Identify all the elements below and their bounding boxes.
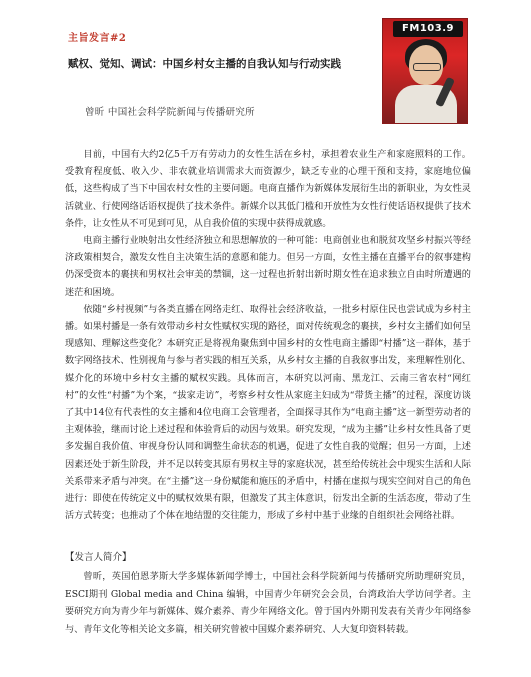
page-title: 赋权、觉知、调试：中国乡村女主播的自我认知与行动实践 xyxy=(68,58,341,70)
speaker-intro-text: 曾昕，英国伯恩茅斯大学多媒体新闻学博士，中国社会科学院新闻与传播研究所助理研究员，ESCI期刊 Global media and China 编辑，中国青少年研究会会员，台湾政治大学访问学者。主要研究方向为青少年与新媒体、媒介素养、青少年网络文化。曾于国内外期刊发表有关青少年网络参与、青年文化等相关论文多篇，相关研究曾被中国媒介素养研究、人大复印资料转载。 xyxy=(65,571,471,635)
speaker-intro xyxy=(65,568,471,638)
section-tag: 主旨发言#2 xyxy=(68,33,127,44)
station-logo: FM103.9 xyxy=(393,21,463,37)
article-body xyxy=(65,146,471,524)
photo-glasses xyxy=(413,63,441,71)
body-paragraph: 依随“乡村视频”与各类直播在网络走红、取得社会经济收益，一批乡村原住民也尝试成为乡村主播。如果村播是一条有效带动乡村女性赋权实现的路径，面对传统观念的裹挟，乡村女主播们如何呈现感知、理解这些变化？本研究正是将视角聚焦到中国乡村的女性电商主播即“村播”这一群体，基于数字网络技术、性别视角与参与者实践的相互关系，从乡村女主播的自我叙事出发，来理解性别化、媒介化的环境中乡村女主播的赋权实践。具体而言，本研究以河南、黑龙江、云南三省农村“网红村”的女性“村播”为个案，“拔家走访”，考察乡村女性从家庭主妇成为“带货主播”的过程，深度访谈了其中14位有代表性的女主播和4位电商工会管理者，全面探寻其作为“电商主播”这一新型劳动者的主观体验，继而讨论上述过程和体验背后的动因与效果。研究发现，“成为主播”让乡村女性具备了更多发掘自我价值、审视身份认同和调整生命状态的机遇，促进了女性自我的觉醒；但另一方面，上述因素还处于新生阶段，并不足以转变其原有男权主导的家庭状况，甚至给传统社会中现实生活和人际关系带来矛盾与冲突。在“主播”这一身份赋能和施压的矛盾中，村播在虚拟与现实空间对自己的角色进行：即使在传统定义中的赋权效果有限，但激发了其主体意识，衍发出全新的生活态度，带动了生活方式转变；也推动了个体在地结盟的交往能力，形成了乡村中基于业缘的自组织社会网络社群。 xyxy=(65,303,471,522)
speaker-photo xyxy=(382,18,468,124)
body-paragraph: 电商主播行业映射出女性经济独立和思想解放的一种可能：电商创业也和脱贫攻坚乡村振兴等经济政策相契合，激发女性自主决策生活的意愿和能力。但另一方面，女性主播在直播平台的叙事建构仍深受资本的裹挟和男权社会审美的禁锢，这一过程也折射出新时期女性在追求独立自由时所遭遇的迷茫和困境。 xyxy=(65,235,471,298)
author-line: 曾昕 中国社会科学院新闻与传播研究所 xyxy=(85,107,255,118)
body-paragraph: 目前，中国有大约2亿5千万有劳动力的女性生活在乡村，承担着农业生产和家庭照料的工作。受教育程度低、收入少、非农就业培训需求大而资源少，缺乏专业的心理干预和支持，家庭地位偏低，这些构成了当下中国农村女性的主要问题。电商直播作为新媒体发展衍生出的新职业，为女性灵活就业、行使网络话语权提供了技术条件。新媒介以其低门槛和开放性为女性行使话语权提供了技术条件，让女性从不可见到可见，从自我价值的实现中获得成就感。 xyxy=(65,149,471,229)
speaker-intro-heading: 【发言人简介】 xyxy=(65,552,132,563)
